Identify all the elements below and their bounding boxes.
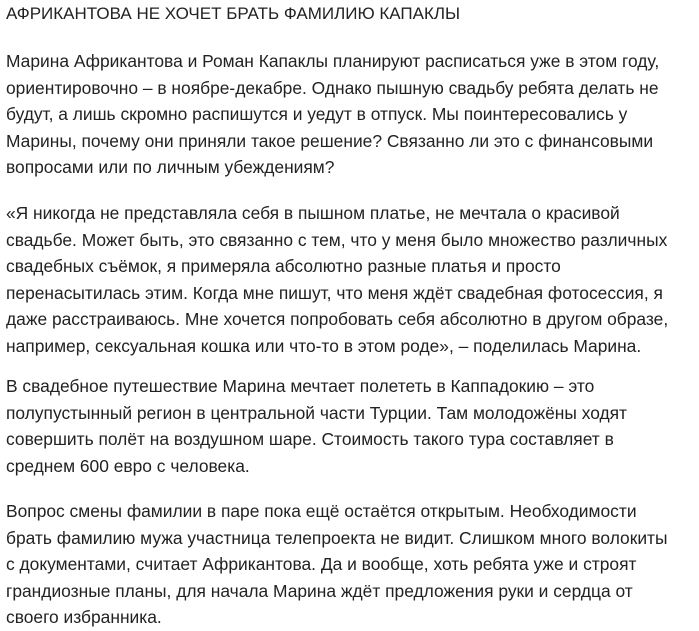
paragraph-2-quote: [6, 200, 668, 359]
paragraph-1: [6, 48, 659, 181]
paragraph-line: своего избранника.: [6, 607, 162, 627]
paragraph-line: среднем 600 евро с человека.: [6, 455, 250, 476]
paragraph-4: [6, 498, 668, 631]
article-title: АФРИКАНТОВА НЕ ХОЧЕТ БРАТЬ ФАМИЛИЮ КАПАКЛЫ: [6, 4, 461, 23]
article: [6, 0, 696, 627]
paragraph-3: [6, 373, 627, 479]
paragraph-line: Марина Африкантова и Роман Капаклы планируют расписаться уже в этом году,: [6, 51, 660, 71]
paragraph-line: свадьбе. Может быть, это связанно с тем, что у меня было множество различных: [6, 229, 668, 250]
paragraph-line: перенасытилась этим. Когда мне пишут, что меня ждёт свадебная фотосессия, я: [6, 282, 663, 303]
paragraph-line: В свадебное путешествие Марина мечтает полететь в Каппадокию – это: [6, 376, 595, 396]
paragraph-line: Марины, почему они приняли такое решение? Связанно ли это с финансовыми: [6, 130, 654, 151]
paragraph-line: даже расстраиваюсь. Мне хочется попробовать себя абсолютно в другом образе,: [6, 309, 669, 329]
paragraph-line: совершить полёт на воздушном шаре. Стоимость такого тура составляет в: [6, 429, 614, 449]
paragraph-line: с документами, считает Африкантова. Да и вообще, хоть ребята уже и строят: [6, 554, 637, 574]
paragraph-line: «Я никогда не представляла себя в пышном платье, не мечтала о красивой: [6, 203, 620, 223]
paragraph-line: свадебных съёмок, я примеряла абсолютно разные платья и просто: [6, 256, 561, 276]
paragraph-line: ориентировочно – в ноябре-декабре. Однако пышную свадьбу ребята делать не: [6, 77, 659, 98]
paragraph-line: будут, а лишь скромно распишутся и уедут в отпуск. Мы поинтересовались у: [6, 104, 628, 124]
paragraph-line: вопросами или по личным убеждениям?: [6, 157, 335, 177]
paragraph-line: например, сексуальная кошка или что-то в этом роде», – поделилась Марина.: [6, 335, 642, 356]
paragraph-line: брать фамилию мужа участница телепроекта не видит. Слишком много волокиты: [6, 527, 668, 548]
paragraph-line: грандиозные планы, для начала Марина ждёт предложения руки и сердца от: [6, 580, 633, 601]
paragraph-line: полупустынный регион в центральной части Турции. Там молодожёны ходят: [6, 402, 628, 423]
paragraph-line: Вопрос смены фамилии в паре пока ещё остаётся открытым. Необходимости: [6, 501, 637, 521]
